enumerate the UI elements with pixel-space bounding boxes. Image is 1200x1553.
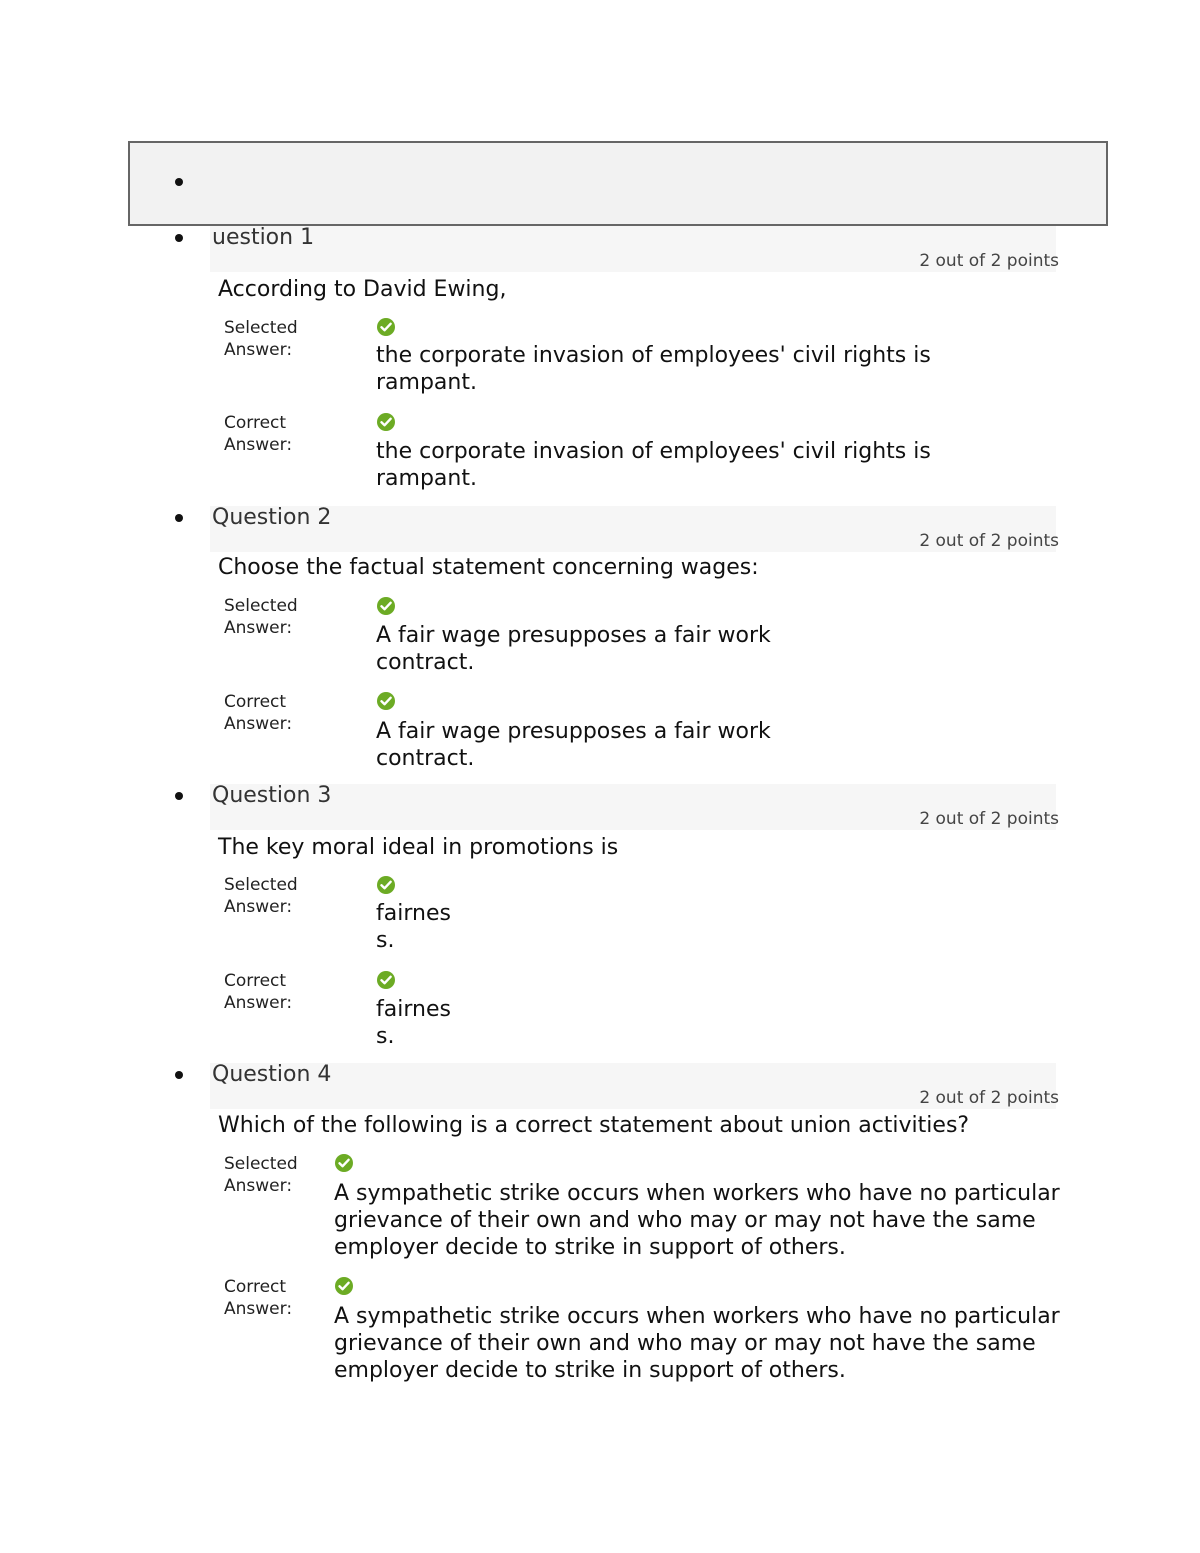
question-title[interactable]: Question 2 bbox=[212, 505, 332, 530]
selected-answer-label: Selected Answer: bbox=[224, 596, 298, 638]
check-circle-icon bbox=[377, 971, 395, 989]
selected-answer: A fair wage presupposes a fair work contract. bbox=[376, 623, 771, 675]
check-circle-icon bbox=[335, 1277, 353, 1295]
correct-answer-label: Correct Answer: bbox=[224, 413, 293, 455]
top-panel bbox=[128, 141, 1108, 226]
points-label: 2 out of 2 points bbox=[919, 809, 1059, 829]
check-circle-icon bbox=[377, 692, 395, 710]
question-text: According to David Ewing, bbox=[218, 277, 507, 302]
list-bullet bbox=[175, 178, 183, 186]
correct-answer: A fair wage presupposes a fair work contract. bbox=[376, 719, 771, 771]
correct-answer: fairness. bbox=[376, 997, 451, 1049]
correct-answer-label: Correct Answer: bbox=[224, 692, 293, 734]
selected-answer: the corporate invasion of employees' civil rights is rampant. bbox=[376, 343, 931, 395]
list-bullet bbox=[175, 234, 183, 242]
check-circle-icon bbox=[335, 1154, 353, 1172]
list-bullet bbox=[175, 792, 183, 800]
check-circle-icon bbox=[377, 876, 395, 894]
question-text: The key moral ideal in promotions is bbox=[218, 835, 619, 860]
question-text: Which of the following is a correct statement about union activities? bbox=[218, 1113, 970, 1138]
question-title[interactable]: Question 4 bbox=[212, 1062, 332, 1087]
selected-answer-label: Selected Answer: bbox=[224, 1154, 298, 1196]
check-circle-icon bbox=[377, 597, 395, 615]
question-title[interactable]: uestion 1 bbox=[212, 225, 315, 250]
selected-answer: A sympathetic strike occurs when workers who have no particular grievance of their own and who may or may not have the same employer decide to strike in support of others. bbox=[334, 1181, 1060, 1260]
points-label: 2 out of 2 points bbox=[919, 251, 1059, 271]
list-bullet bbox=[175, 1071, 183, 1079]
correct-answer: A sympathetic strike occurs when workers who have no particular grievance of their own and who may or may not have the same employer decide to strike in support of others. bbox=[334, 1304, 1060, 1383]
correct-answer-label: Correct Answer: bbox=[224, 971, 293, 1013]
selected-answer-label: Selected Answer: bbox=[224, 318, 298, 360]
question-title[interactable]: Question 3 bbox=[212, 783, 332, 808]
points-label: 2 out of 2 points bbox=[919, 1088, 1059, 1108]
correct-answer: the corporate invasion of employees' civil rights is rampant. bbox=[376, 439, 931, 491]
check-circle-icon bbox=[377, 318, 395, 336]
question-text: Choose the factual statement concerning wages: bbox=[218, 555, 759, 580]
selected-answer-label: Selected Answer: bbox=[224, 875, 298, 917]
list-bullet bbox=[175, 514, 183, 522]
check-circle-icon bbox=[377, 413, 395, 431]
selected-answer: fairness. bbox=[376, 901, 451, 953]
correct-answer-label: Correct Answer: bbox=[224, 1277, 293, 1319]
points-label: 2 out of 2 points bbox=[919, 531, 1059, 551]
